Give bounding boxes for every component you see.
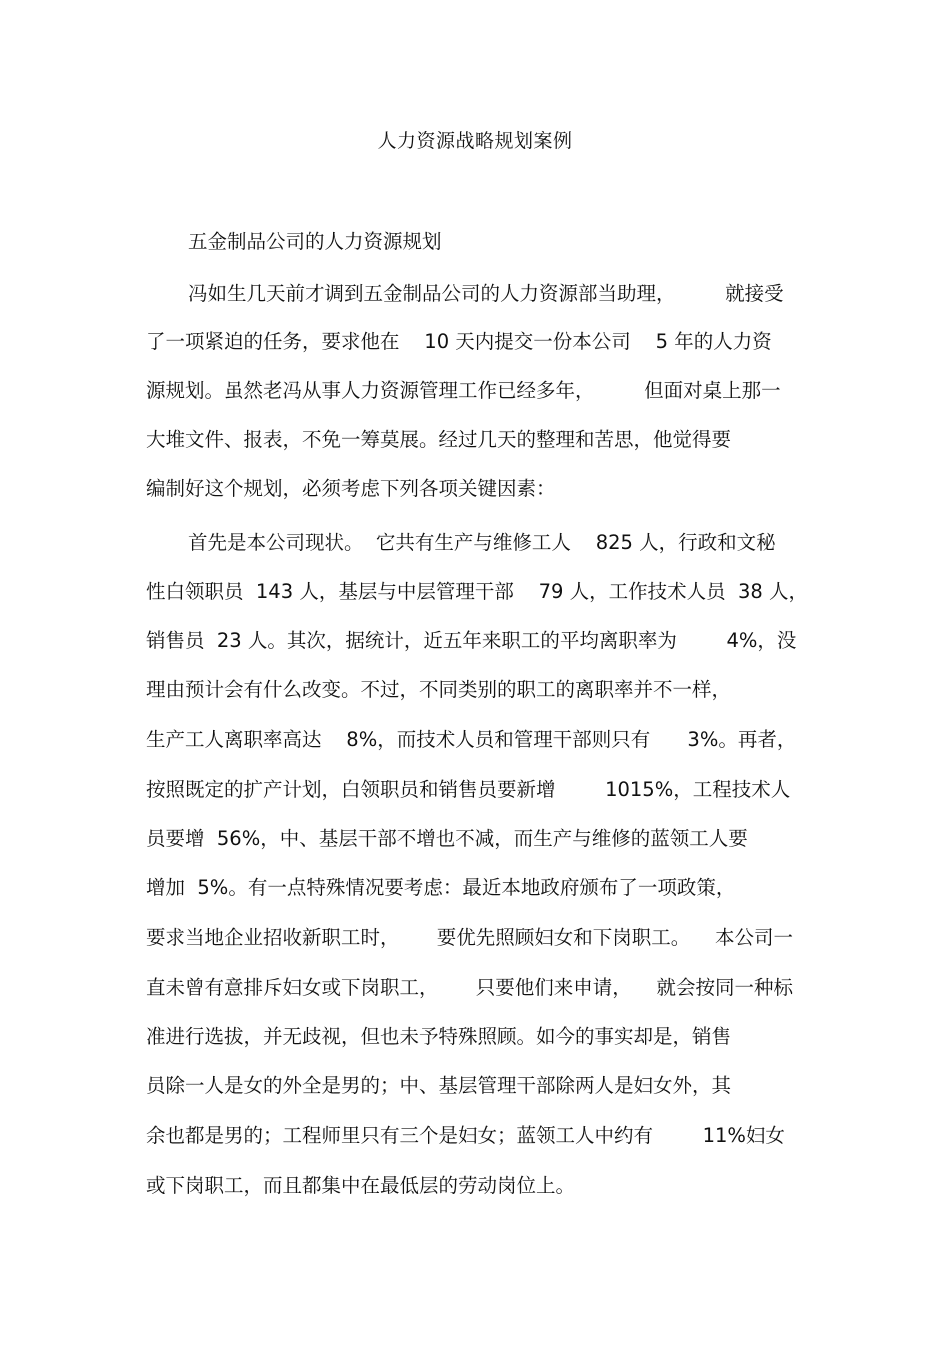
paragraph-line: 增加 5%。有一点特殊情况要考虑：最近本地政府颁布了一项政策，	[146, 876, 736, 899]
paragraph-line: 或下岗职工，而且都集中在最低层的劳动岗位上。	[146, 1174, 576, 1197]
paragraph-line: 按照既定的扩产计划，白领职员和销售员要新增 1015%，工程技术人	[146, 778, 791, 801]
paragraph-line: 了一项紧迫的任务，要求他在 10 天内提交一份本公司 5 年的人力资	[146, 330, 772, 353]
paragraph-line: 员要增 56%，中、基层干部不增也不减，而生产与维修的蓝领工人要	[146, 827, 748, 850]
paragraph-line: 理由预计会有什么改变。不过，不同类别的职工的离职率并不一样，	[146, 678, 732, 701]
paragraph-line: 销售员 23 人。其次，据统计，近五年来职工的平均离职率为 4%，没	[146, 629, 797, 652]
paragraph-line: 源规划。虽然老冯从事人力资源管理工作已经多年， 但面对桌上那一	[146, 379, 781, 402]
paragraph-line: 要求当地企业招收新职工时， 要优先照顾妇女和下岗职工。 本公司一	[146, 926, 793, 949]
paragraph-line: 大堆文件、报表，不免一筹莫展。经过几天的整理和苦思，他觉得要	[146, 428, 732, 451]
document-title: 人力资源战略规划案例	[377, 130, 573, 152]
paragraph-line: 首先是本公司现状。 它共有生产与维修工人 825 人，行政和文秘	[188, 531, 776, 554]
paragraph-line: 直未曾有意排斥妇女或下岗职工， 只要他们来申请， 就会按同一种标	[146, 976, 793, 999]
paragraph-line: 冯如生几天前才调到五金制品公司的人力资源部当助理， 就接受	[188, 282, 784, 305]
section-heading: 五金制品公司的人力资源规划	[188, 230, 442, 253]
paragraph-line: 编制好这个规划，必须考虑下列各项关键因素：	[146, 477, 556, 500]
paragraph-line: 性白领职员 143 人，基层与中层管理干部 79 人，工作技术人员 38 人，	[146, 580, 809, 603]
paragraph-line: 余也都是男的；工程师里只有三个是妇女；蓝领工人中约有 11%妇女	[146, 1124, 785, 1147]
paragraph-line: 准进行选拔，并无歧视，但也未予特殊照顾。如今的事实却是，销售	[146, 1025, 732, 1048]
paragraph-line: 生产工人离职率高达 8%，而技术人员和管理干部则只有 3%。再者，	[146, 728, 797, 751]
paragraph-line: 员除一人是女的外全是男的；中、基层管理干部除两人是妇女外，其	[146, 1074, 732, 1097]
